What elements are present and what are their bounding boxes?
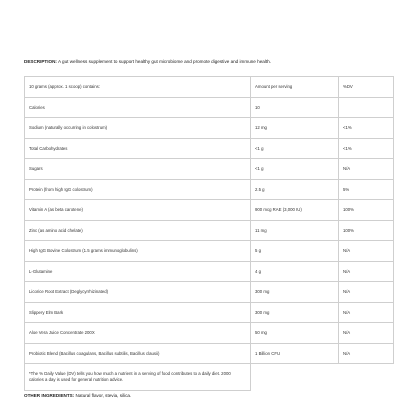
ingredient-name-cell: Probiotic Blend (Bacillus coagulans, Bacillus subtilis, Bacillus clausii) bbox=[25, 343, 251, 364]
daily-value-cell: <1% bbox=[339, 118, 394, 139]
daily-value-cell bbox=[339, 97, 394, 118]
daily-value-cell: 100% bbox=[339, 220, 394, 241]
amount-per-serving-cell: 4 g bbox=[251, 261, 339, 282]
ingredient-name-cell: Protein (from high IgG colostrum) bbox=[25, 179, 251, 200]
amount-per-serving-cell: 300 mg bbox=[251, 282, 339, 303]
table-row bbox=[25, 241, 394, 262]
amount-per-serving-cell: 300 mg bbox=[251, 302, 339, 323]
daily-value-footnote: *The % Daily Value (DV) tells you how much a nutrient in a serving of food contributes to a daily diet. 2000 calories a day is used for general nutrition advice. bbox=[25, 364, 251, 391]
ingredient-name-cell: Sugars bbox=[25, 159, 251, 180]
ingredient-name-cell: Vitamin A (as beta carotene) bbox=[25, 200, 251, 221]
daily-value-cell: N/A bbox=[339, 323, 394, 344]
daily-value-cell: N/A bbox=[339, 241, 394, 262]
table-body bbox=[25, 97, 394, 391]
table-row bbox=[25, 282, 394, 303]
footnote-spacer bbox=[251, 364, 394, 391]
daily-value-cell: 100% bbox=[339, 200, 394, 221]
ingredient-name-cell: High IgG Bovine Colostrum (1.5 grams immunoglobulins) bbox=[25, 241, 251, 262]
header-daily-value: %DV bbox=[339, 77, 394, 98]
header-amount-per-serving: Amount per serving bbox=[251, 77, 339, 98]
table-row bbox=[25, 200, 394, 221]
daily-value-cell: 5% bbox=[339, 179, 394, 200]
table-row bbox=[25, 323, 394, 344]
header-serving-size: 10 grams (approx. 1 scoop) contains: bbox=[25, 77, 251, 98]
amount-per-serving-cell: <1 g bbox=[251, 138, 339, 159]
ingredient-name-cell: Total Carbohydrates bbox=[25, 138, 251, 159]
nutrition-table bbox=[24, 76, 394, 391]
amount-per-serving-cell: 12 mg bbox=[251, 118, 339, 139]
amount-per-serving-cell: 11 mg bbox=[251, 220, 339, 241]
ingredient-name-cell: L-Glutamine bbox=[25, 261, 251, 282]
daily-value-cell: N/A bbox=[339, 282, 394, 303]
amount-per-serving-cell: 2.5 g bbox=[251, 179, 339, 200]
table-row bbox=[25, 118, 394, 139]
description-paragraph bbox=[24, 59, 393, 65]
other-ingredients-text: Natural flavor, stevia, silica. bbox=[74, 393, 132, 398]
table-row bbox=[25, 97, 394, 118]
ingredient-name-cell: Sodium (naturally occurring in colostrum) bbox=[25, 118, 251, 139]
ingredient-name-cell: Zinc (as amino acid chelate) bbox=[25, 220, 251, 241]
ingredient-name-cell: Licorice Root Extract (Deglycyrrhizinated) bbox=[25, 282, 251, 303]
other-ingredients-label: OTHER INGREDIENTS: bbox=[24, 393, 75, 398]
daily-value-cell: N/A bbox=[339, 261, 394, 282]
table-row bbox=[25, 179, 394, 200]
table-row bbox=[25, 138, 394, 159]
table-row bbox=[25, 343, 394, 364]
amount-per-serving-cell: 900 mcg RAE (3,000 IU) bbox=[251, 200, 339, 221]
ingredient-name-cell: Calories bbox=[25, 97, 251, 118]
amount-per-serving-cell: 10 bbox=[251, 97, 339, 118]
amount-per-serving-cell: <1 g bbox=[251, 159, 339, 180]
table-row bbox=[25, 302, 394, 323]
ingredient-name-cell: Aloe Vera Juice Concentrate 200X bbox=[25, 323, 251, 344]
description-text: A gut wellness supplement to support healthy gut microbiome and promote digestive and immune health. bbox=[56, 59, 271, 64]
daily-value-cell: N/A bbox=[339, 302, 394, 323]
amount-per-serving-cell: 50 mg bbox=[251, 323, 339, 344]
daily-value-cell: <1% bbox=[339, 138, 394, 159]
daily-value-cell: N/A bbox=[339, 159, 394, 180]
table-header-row bbox=[25, 77, 394, 98]
supplement-facts-document bbox=[24, 59, 393, 404]
ingredient-name-cell: Slippery Elm Bark bbox=[25, 302, 251, 323]
description-label: DESCRIPTION: bbox=[24, 59, 57, 64]
amount-per-serving-cell: 5 g bbox=[251, 241, 339, 262]
footnote-row bbox=[25, 364, 394, 391]
other-ingredients-paragraph bbox=[24, 393, 393, 399]
daily-value-cell: N/A bbox=[339, 343, 394, 364]
amount-per-serving-cell: 1 Billion CFU bbox=[251, 343, 339, 364]
table-row bbox=[25, 220, 394, 241]
table-row bbox=[25, 159, 394, 180]
table-row bbox=[25, 261, 394, 282]
